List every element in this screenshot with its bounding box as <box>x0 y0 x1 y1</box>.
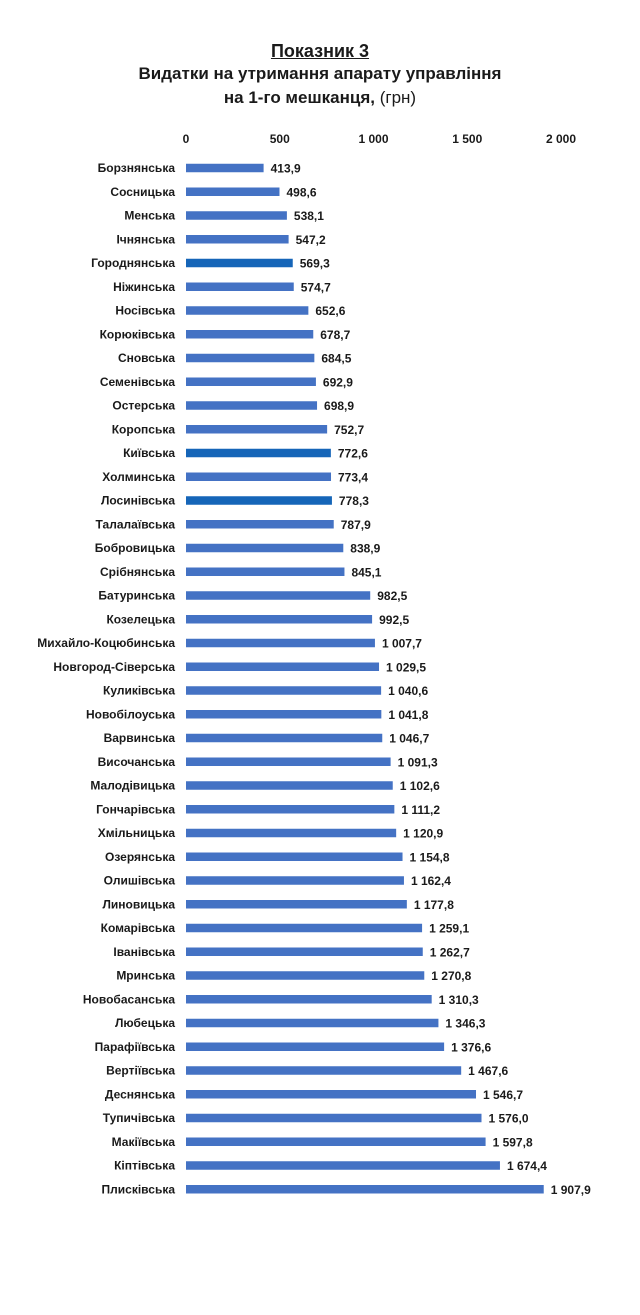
data-label: 773,4 <box>338 470 369 485</box>
data-label: 1 576,0 <box>488 1111 529 1126</box>
category-label: Новгород-Сіверська <box>53 659 175 674</box>
bar <box>186 496 332 505</box>
bar <box>186 1138 486 1147</box>
category-label: Комарівська <box>100 921 175 935</box>
category-label: Носівська <box>115 303 175 318</box>
bar <box>186 1161 500 1170</box>
category-label: Макіївська <box>111 1134 175 1149</box>
bar <box>186 235 289 244</box>
bar <box>186 473 331 482</box>
category-label: Ніжинська <box>113 279 175 294</box>
data-label: 1 467,6 <box>468 1064 509 1078</box>
bar <box>186 425 327 434</box>
chart-subtitle: Видатки на утримання апарату управління <box>138 64 502 83</box>
data-label: 1 154,8 <box>409 850 450 865</box>
bar <box>186 639 375 648</box>
data-label: 692,9 <box>322 375 353 390</box>
category-label: Городнянська <box>91 256 175 270</box>
data-label: 1 162,4 <box>410 874 451 888</box>
category-label: Парафіївська <box>94 1039 175 1054</box>
data-label: 1 346,3 <box>445 1016 486 1031</box>
bar <box>186 1114 482 1123</box>
bar <box>186 853 403 862</box>
data-label: 1 046,7 <box>389 731 430 746</box>
x-tick-label: 1 500 <box>452 132 483 146</box>
data-label: 547,2 <box>295 232 326 247</box>
data-label: 538,1 <box>293 209 324 223</box>
bar <box>186 591 370 600</box>
bar <box>186 211 287 220</box>
bar <box>186 259 293 268</box>
data-label: 1 597,8 <box>492 1135 533 1150</box>
category-label: Семенівська <box>99 374 175 389</box>
category-label: Батуринська <box>98 588 175 603</box>
category-label: Линовицька <box>102 897 175 912</box>
data-label: 1 177,8 <box>413 897 454 912</box>
bar <box>186 330 313 339</box>
bar <box>186 520 334 529</box>
data-label: 1 040,6 <box>388 684 429 698</box>
bar <box>186 449 331 458</box>
category-label: Талалаївська <box>95 517 175 532</box>
category-label: Бобровицька <box>94 541 175 555</box>
data-label: 1 259,1 <box>429 921 470 936</box>
category-label: Височанська <box>97 754 175 769</box>
data-label: 1 120,9 <box>403 826 444 841</box>
data-label: 1 091,3 <box>397 755 438 770</box>
category-label: Корюківська <box>99 327 175 342</box>
chart-subtitle-part: на 1-го мешканця, <box>223 88 375 107</box>
data-label: 569,3 <box>299 256 330 271</box>
bar <box>186 188 279 197</box>
category-label: Ічнянська <box>116 232 175 247</box>
bar <box>186 354 314 363</box>
bar <box>186 829 396 838</box>
category-label: Козелецька <box>106 612 175 627</box>
bar <box>186 734 382 743</box>
category-label: Лосинівська <box>100 493 175 508</box>
data-label: 1 907,9 <box>550 1182 591 1197</box>
category-label: Деснянська <box>104 1087 175 1102</box>
data-label: 845,1 <box>351 565 382 580</box>
category-label: Новобасанська <box>82 992 175 1007</box>
x-axis <box>183 132 640 146</box>
category-label: Хмільницька <box>97 826 175 840</box>
category-label: Іванівська <box>113 944 175 959</box>
category-label: Срібнянська <box>100 564 175 579</box>
data-label: 752,7 <box>334 422 365 437</box>
category-label: Мринська <box>116 968 175 983</box>
bar <box>186 663 379 672</box>
category-label: Сновська <box>117 351 175 365</box>
bar <box>186 876 404 885</box>
bar <box>186 710 381 719</box>
bar <box>186 781 393 790</box>
category-label: Любецька <box>114 1016 175 1030</box>
category-label: Менська <box>124 208 175 223</box>
bar <box>186 544 343 553</box>
data-label: 1 262,7 <box>429 945 470 960</box>
category-label: Борзнянська <box>97 161 175 175</box>
bar <box>186 306 308 315</box>
data-label: 778,3 <box>338 494 369 508</box>
data-labels <box>271 162 591 1197</box>
bar <box>186 948 423 957</box>
bar <box>186 615 372 624</box>
bar <box>186 758 391 767</box>
bar <box>186 568 344 577</box>
category-label: Озерянська <box>105 849 175 864</box>
category-label: Остерська <box>112 398 175 413</box>
data-label: 1 546,7 <box>483 1087 524 1102</box>
data-label: 1 029,5 <box>386 660 427 675</box>
category-label: Варвинська <box>103 731 175 745</box>
bar <box>186 1043 444 1052</box>
category-label: Михайло-Коцюбинська <box>37 636 175 650</box>
category-axis <box>37 161 175 1196</box>
data-label: 498,6 <box>286 185 317 200</box>
category-label: Малодівицька <box>90 778 175 793</box>
chart-title: Показник 3 <box>270 41 370 61</box>
bar <box>186 1185 544 1194</box>
category-label: Олишівська <box>103 873 175 888</box>
category-label: Куликівська <box>103 683 175 698</box>
bar <box>186 1019 438 1028</box>
x-tick-label: 1 000 <box>358 132 389 146</box>
unit-label: (грн) <box>379 88 417 107</box>
bar <box>186 1066 461 1075</box>
data-label: 1 041,8 <box>388 707 429 722</box>
category-label: Тупичівська <box>102 1111 175 1125</box>
x-tick-label: 0 <box>182 132 190 146</box>
bar <box>186 900 407 909</box>
data-label: 1 376,6 <box>451 1040 492 1055</box>
bar <box>186 924 422 933</box>
data-label: 1 270,8 <box>431 969 472 983</box>
data-label: 413,9 <box>270 161 301 176</box>
data-label: 678,7 <box>320 327 351 342</box>
bar <box>186 686 381 695</box>
bar <box>186 164 264 173</box>
data-label: 698,9 <box>324 399 355 413</box>
category-label: Гончарівська <box>96 802 175 817</box>
category-label: Київська <box>123 446 175 460</box>
x-tick-label: 2 000 <box>545 132 577 146</box>
data-label: 1 310,3 <box>438 992 479 1007</box>
category-label: Коропська <box>111 422 175 437</box>
data-label: 1 111,2 <box>401 802 441 817</box>
data-label: 1 007,7 <box>381 636 422 651</box>
bar-series <box>186 161 544 1194</box>
category-label: Вертіївська <box>106 1063 175 1078</box>
bar <box>186 971 424 980</box>
category-label: Сосницька <box>110 184 175 199</box>
category-label: Плисківська <box>101 1182 175 1197</box>
bar <box>186 1090 476 1099</box>
category-label: Холминська <box>102 469 175 484</box>
bar <box>186 995 432 1004</box>
data-label: 838,9 <box>350 541 381 556</box>
bar <box>186 378 316 387</box>
data-label: 992,5 <box>379 612 410 627</box>
category-label: Новобілоуська <box>85 707 175 722</box>
data-label: 652,6 <box>315 304 346 318</box>
data-label: 1 102,6 <box>399 779 440 793</box>
data-label: 684,5 <box>321 351 352 366</box>
x-tick-label: 500 <box>269 132 290 146</box>
data-label: 787,9 <box>340 517 371 532</box>
data-label: 1 674,4 <box>506 1159 547 1173</box>
category-label: Кіптівська <box>114 1158 175 1173</box>
data-label: 772,6 <box>337 446 368 461</box>
data-label: 982,5 <box>377 589 408 603</box>
bar <box>186 283 294 292</box>
bar <box>186 805 394 814</box>
data-label: 574,7 <box>300 280 331 295</box>
bar <box>186 401 317 410</box>
